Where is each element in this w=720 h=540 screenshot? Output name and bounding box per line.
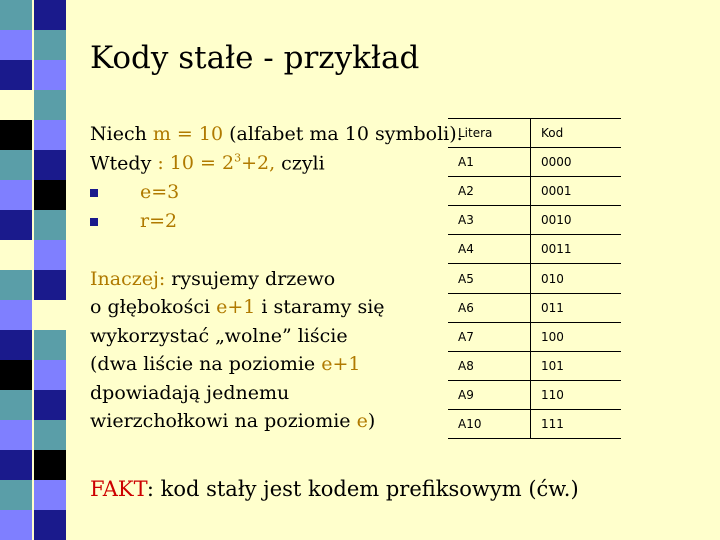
para-line-2-part-b: e [216,296,228,318]
slide-title: Kody stałe - przykład [90,40,420,76]
text-line-2-part-b: : 10 = 2 [157,152,235,175]
stripe-square [34,180,66,210]
text-line-2-part-c: +2, [241,152,282,175]
stripe-square [34,210,66,240]
para-line-4-part-c: +1 [332,353,361,375]
stripe-square [34,300,66,330]
stripe-square [0,30,32,60]
stripe-square [0,420,32,450]
fact-text: : kod stały jest kodem prefiksowym (ćw.) [146,477,579,501]
cell-code: 0000 [531,148,622,177]
cell-letter: A7 [448,322,531,351]
fact-statement [90,477,579,501]
stripe-square [34,330,66,360]
table-row [448,293,621,322]
fact-label: FAKT [90,477,147,501]
table-row [448,380,621,409]
cell-letter: A9 [448,380,531,409]
cell-letter: A3 [448,206,531,235]
header-code: Kod [531,119,622,148]
stripe-square [34,30,66,60]
para-line-2-part-a: o głębokości [90,296,217,318]
table-row [448,264,621,293]
text-line-2-exponent: 3 [234,152,242,165]
text-line-2-formula [157,152,281,174]
para-line-4-part-b: e [321,353,333,375]
stripe-square [34,120,66,150]
header-letter: Litera [448,119,531,148]
para-line-3: wykorzystać „wolne” liście [90,325,348,347]
decorative-stripe [0,0,66,540]
cell-letter: A5 [448,264,531,293]
table-header-row [448,119,621,148]
stripe-square [0,480,32,510]
cell-code: 0001 [531,177,622,206]
stripe-square [34,510,66,540]
text-line-1-part-b: m = 10 [152,123,224,145]
text-line-1 [90,123,463,145]
stripe-square [0,450,32,480]
para-line-6 [90,410,375,432]
stripe-square [0,120,32,150]
stripe-square [0,150,32,180]
stripe-square [34,270,66,300]
stripe-square [34,0,66,30]
table-row [448,148,621,177]
table-row [448,206,621,235]
stripe-square [34,90,66,120]
text-line-1-part-c: (alfabet ma 10 symboli). [223,123,463,145]
para-line-1-part-a: Inaczej: [90,268,166,290]
cell-letter: A2 [448,177,531,206]
stripe-square [34,480,66,510]
cell-code: 0010 [531,206,622,235]
text-line-1-part-a: Niech [90,123,153,145]
cell-code: 101 [531,351,622,380]
stripe-square [0,390,32,420]
para-line-5: dpowiadają jednemu [90,382,290,404]
stripe-square [0,360,32,390]
stripe-square [0,210,32,240]
stripe-square [34,240,66,270]
text-line-2 [90,152,325,174]
stripe-square [34,390,66,420]
cell-code: 0011 [531,235,622,264]
cell-letter: A4 [448,235,531,264]
cell-code: 100 [531,322,622,351]
para-line-6-part-b: e [356,410,368,432]
para-line-2-part-d: i staramy się [255,296,385,318]
stripe-square [34,420,66,450]
stripe-square [34,450,66,480]
stripe-square [0,0,32,30]
para-line-4-part-a: (dwa liście na poziomie [90,353,322,375]
stripe-square [34,150,66,180]
para-line-4 [90,353,361,375]
bullet-item-r: r=2 [140,210,178,232]
stripe-square [0,270,32,300]
table-row [448,351,621,380]
cell-letter: A6 [448,293,531,322]
para-line-2 [90,296,385,318]
table-row [448,409,621,438]
cell-letter: A10 [448,409,531,438]
table-row [448,177,621,206]
para-line-6-part-a: wierzchołkowi na poziomie [90,410,357,432]
stripe-square [0,510,32,540]
cell-letter: A1 [448,148,531,177]
bullet-square-icon [90,218,98,226]
stripe-square [0,300,32,330]
stripe-square [0,180,32,210]
cell-code: 011 [531,293,622,322]
bullet-item-e: e=3 [140,181,180,203]
table-row [448,322,621,351]
para-line-1-part-b: rysujemy drzewo [165,268,336,290]
stripe-square [34,60,66,90]
stripe-square [0,90,32,120]
stripe-square [0,60,32,90]
code-table [448,118,621,439]
stripe-square [0,330,32,360]
table-row [448,235,621,264]
stripe-square [0,240,32,270]
cell-code: 010 [531,264,622,293]
bullet-square-icon [90,189,98,197]
para-line-6-part-c: ) [367,410,376,432]
text-line-2-part-d: czyli [281,152,325,175]
text-line-2-part-a: Wtedy [90,152,158,175]
stripe-square [34,360,66,390]
cell-letter: A8 [448,351,531,380]
para-line-1 [90,268,335,290]
cell-code: 110 [531,380,622,409]
para-line-2-part-c: +1 [227,296,256,318]
cell-code: 111 [531,409,622,438]
